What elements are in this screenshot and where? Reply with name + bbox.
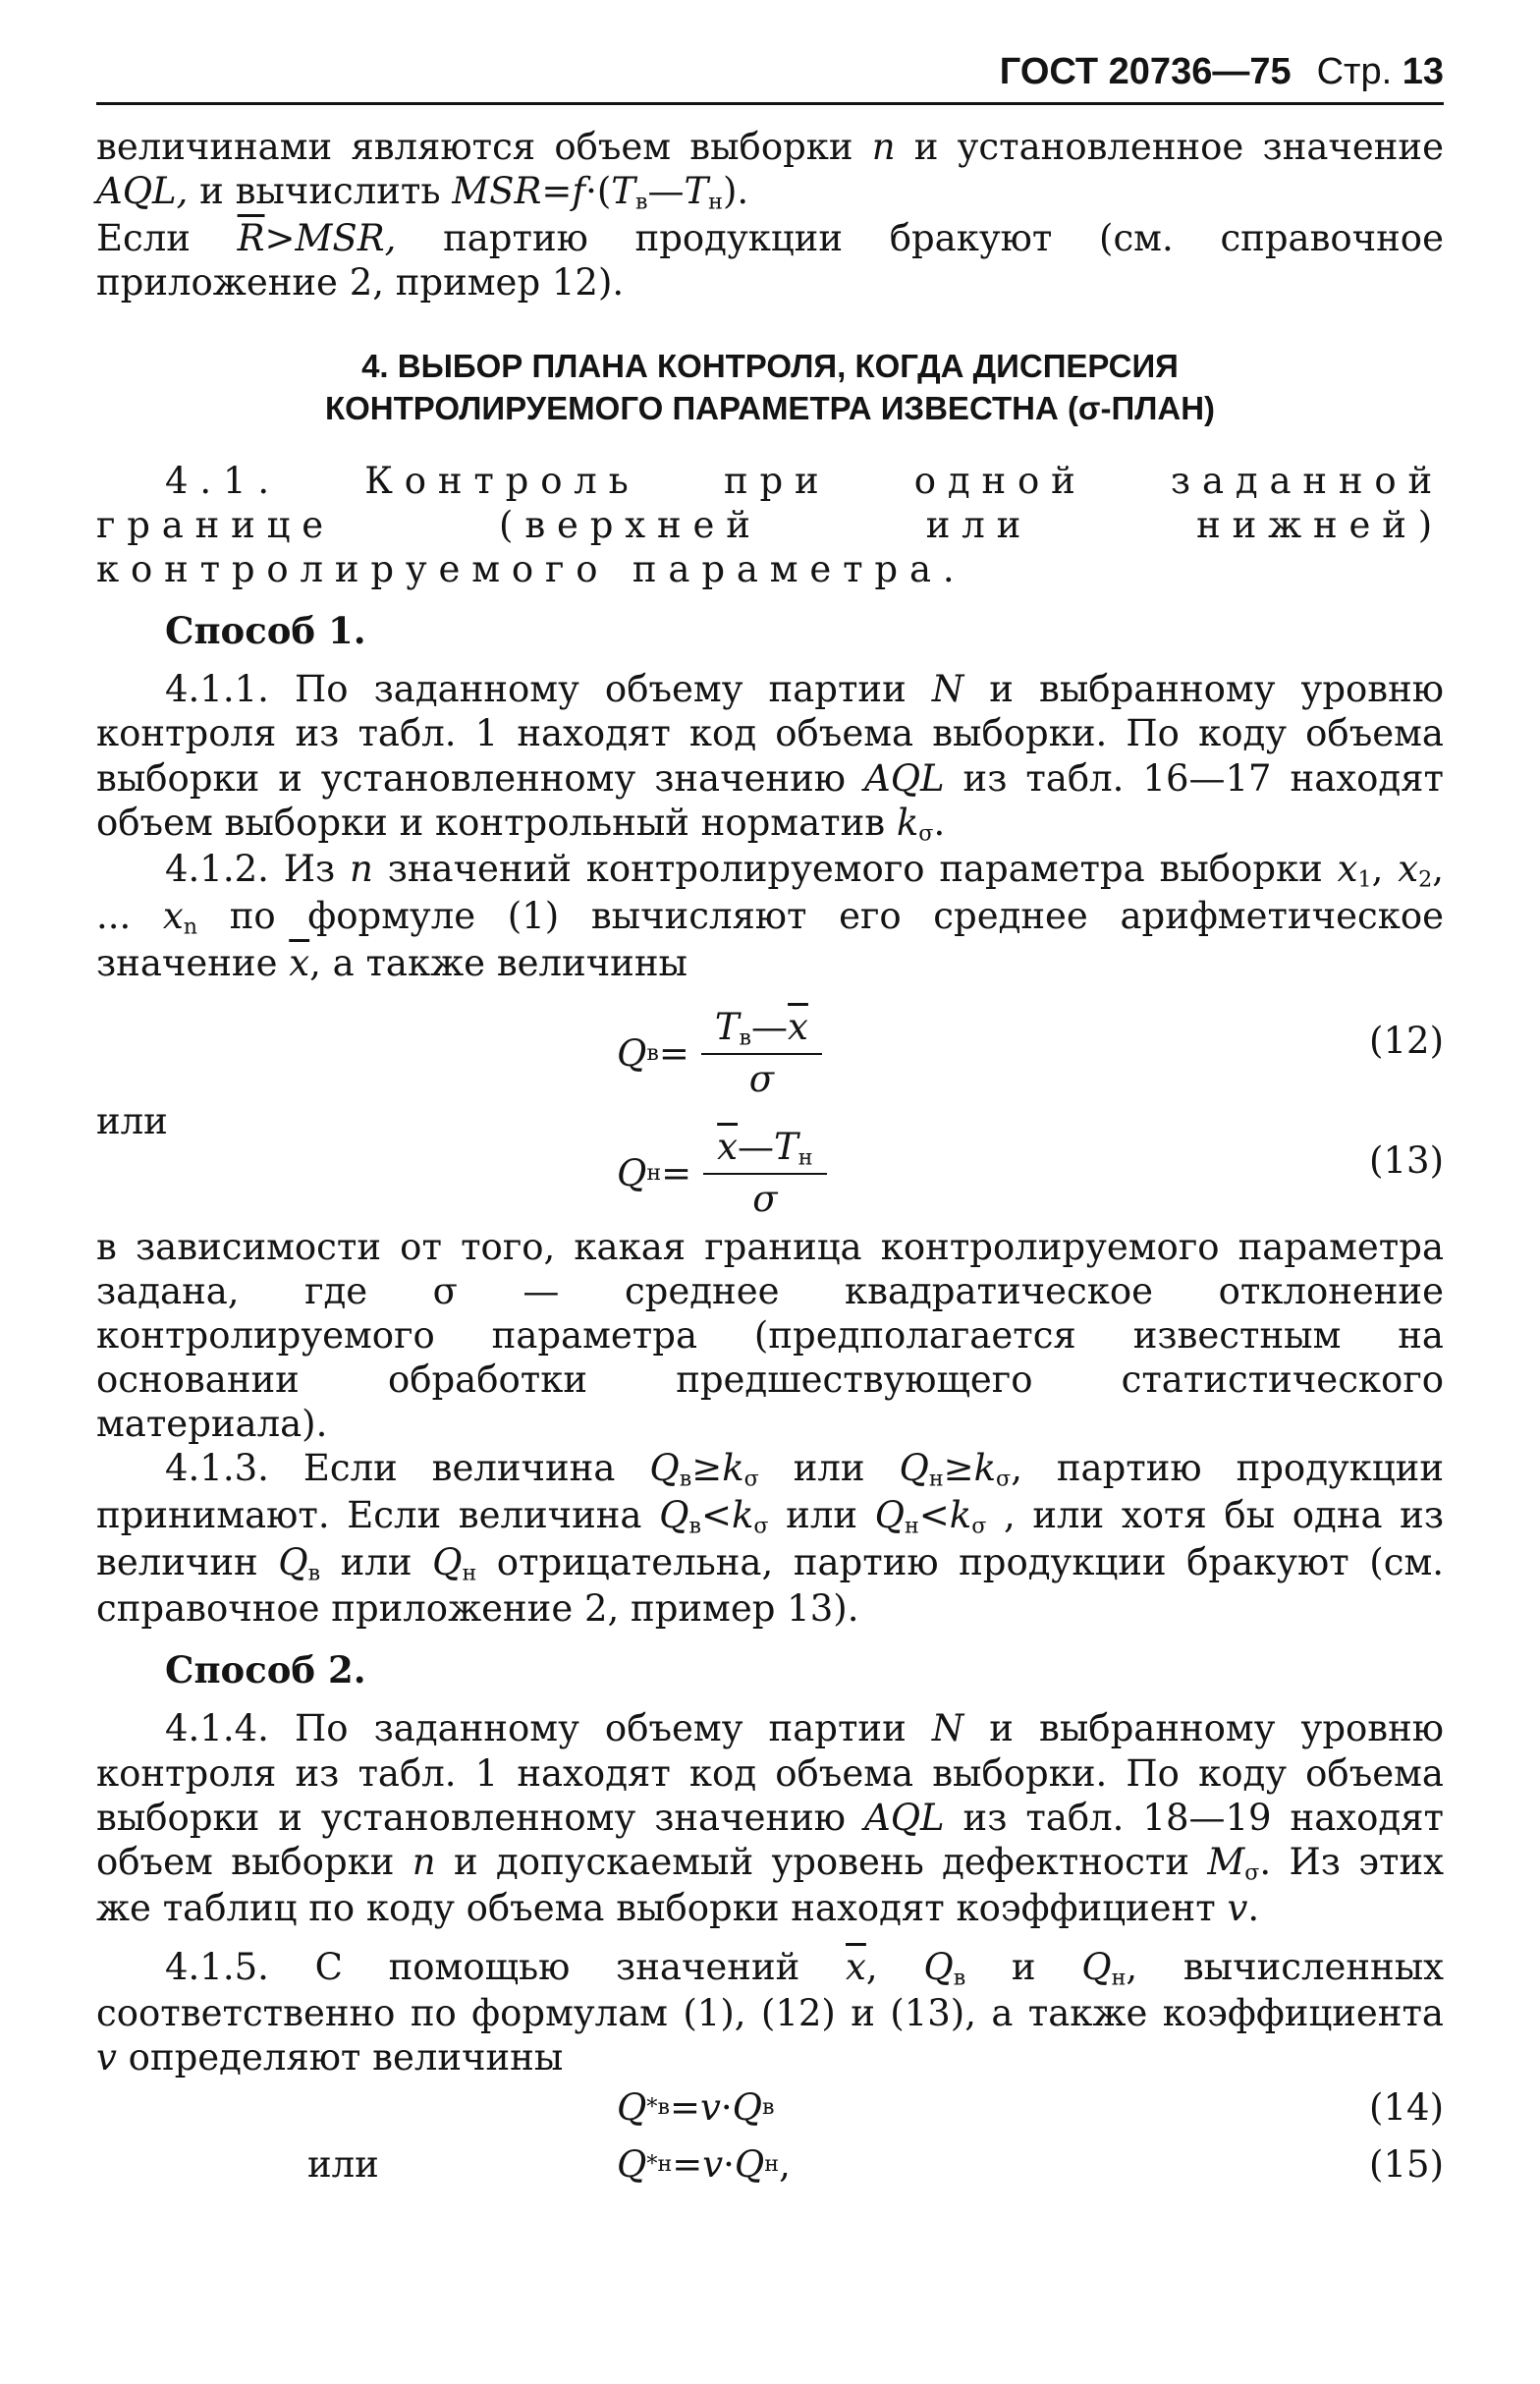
var-k: k [896,801,919,844]
var-q: Q [734,2143,765,2187]
subscript: н [764,2151,780,2178]
page-number-label [1317,49,1444,94]
intro-paragraph-2 [96,216,1444,305]
text: и установленное значение [895,126,1444,169]
text: 4.1.3. Если величина [165,1447,650,1490]
text: из табл. 16—17 находят объем выборки и контрольный норматив [96,756,1444,844]
or-label: или [96,1099,168,1142]
standard-number: ГОСТ 20736—75 [999,51,1292,92]
text: 4.1.5. С помощью значений [165,1945,846,1988]
subscript: σ [1244,1859,1260,1886]
subscript: в [688,1513,701,1539]
var-msr: MSR, [295,217,397,260]
subscript: н [798,1144,813,1171]
op: ≥ [691,1447,723,1490]
text: и [965,1945,1082,1988]
paragraph-4-1-2 [96,847,1444,984]
op: ). [722,170,749,213]
var-k: k [949,1493,972,1536]
var-q: Q [659,1493,689,1536]
formula-12-expression [617,1005,822,1102]
denominator: σ [752,1178,778,1221]
subscript: 2 [1418,866,1433,893]
subscript: н [646,1159,662,1186]
fraction [703,1125,826,1222]
var-t: T [611,170,635,213]
formula-15-expression [617,2142,791,2187]
text: значений контролируемого параметра выборки [372,848,1338,891]
var-v: v [702,2143,724,2187]
var-x-bar: $\overline{x}$ [846,1945,866,1988]
text: , ... [96,848,1444,937]
op: — [738,1125,775,1168]
text: , а также величины [309,941,688,984]
var-q: Q [923,1945,954,1988]
subscript: н [657,2151,673,2178]
text: величинами являются объем выборки [96,126,872,169]
subscript: σ [971,1513,987,1539]
var-q: Q [617,1151,647,1194]
op: = [658,1031,689,1075]
var-v: v [96,2036,117,2079]
op: · [720,2086,733,2130]
paragraph-after-13: в зависимости от того, какая граница контролируемого параметра задана, где σ — среднее квадратическое отклонение контролируемого параметра (предполагается известным на основании обработки предшествующего статистического материала). [96,1225,1444,1446]
subscript: в [761,2094,775,2121]
var-q: Q [899,1447,929,1490]
var-x: x [162,894,184,937]
text: , [865,1945,924,1988]
var-v: v [699,2086,721,2130]
var-k: k [722,1447,744,1490]
subscript: σ [753,1513,769,1539]
text: . [1247,1887,1260,1930]
clause-4-1: 4.1. Контроль при одной заданной границе (верхней или нижней) контролируемого параметра. [96,459,1444,591]
var-t: T [714,1005,740,1048]
text: из табл. 18—19 находят объем выборки [96,1796,1444,1883]
text: или [758,1447,900,1490]
var-n: N [931,1707,964,1750]
subscript: n [183,914,198,940]
var-m: M [1207,1840,1245,1883]
text: по формуле (1) вычисляют его среднее арифметическое значение [96,894,1444,984]
op: ≥ [943,1447,974,1490]
op: = [661,1151,692,1194]
var-x: x [1398,848,1419,891]
var-x-bar: $\overline{x}$ [289,941,310,984]
var-q: Q [732,2086,762,2130]
var-x-bar: $\overline{x}$ [717,1125,739,1168]
var-r-bar: $\overline{R}$ [237,217,265,260]
section-heading-line-2: КОНТРОЛИРУЕМОГО ПАРАМЕТРА ИЗВЕСТНА (σ-ПЛАН) [324,389,1216,426]
var-aql: AQL [863,1796,945,1839]
text: и выбранному уровню контроля из табл. 1 находят код объема выборки. По коду объема выборки и установленному значению [96,1707,1444,1839]
text: , или хотя бы одна из величин [96,1493,1444,1583]
formula-15 [96,2136,1444,2193]
var-q: Q [617,1031,647,1075]
op: — [751,1005,789,1048]
text: 4.1.4. По заданному объему партии [165,1707,932,1750]
denominator: σ [748,1058,775,1101]
formula-number: (13) [1369,1138,1444,1182]
var-f: f [572,170,586,213]
paragraph-4-1-4 [96,1706,1444,1930]
op: = [541,170,573,213]
formula-number: (14) [1369,2086,1444,2130]
op: > [264,217,296,260]
or-label: или [307,2143,379,2187]
var-q: Q [617,2086,647,2130]
text: . Из этих же таблиц по коду объема выборки находят коэффициент [96,1840,1445,1930]
op: · [723,2143,735,2187]
formula-14 [96,2079,1444,2136]
var-q: Q [874,1493,905,1536]
paragraph-4-1-1 [96,667,1444,847]
paragraph-4-1-3 [96,1446,1444,1631]
page-number: 13 [1402,51,1444,92]
op: ·( [585,170,612,213]
text: определяют величины [116,2036,564,2079]
subscript: в [634,190,648,216]
var-n: n [412,1840,436,1883]
section-heading [96,346,1444,428]
var-x-bar: $\overline{x}$ [788,1005,808,1048]
subscript: н [1111,1965,1127,1991]
op: , [779,2143,791,2187]
subscript: н [928,1466,944,1492]
var-t: T [684,170,709,213]
text: и допускаемый уровень дефектности [435,1840,1208,1883]
var-k: k [973,1447,997,1490]
text: , партию продукции принимают. Если величина [96,1447,1444,1536]
subscript: н [708,190,723,216]
paragraph-4-1-5 [96,1945,1444,2080]
formula-12 [96,1005,1444,1101]
subscript: σ [743,1466,759,1492]
var-k: k [731,1493,754,1536]
numerator [701,1005,822,1056]
text: Если [96,217,238,260]
text: , вычисленных соответственно по формулам (1), (12) и (13), а также коэффициента [96,1945,1445,2035]
subscript: в [646,1039,659,1066]
text: или [320,1540,433,1583]
subscript: σ [996,1466,1012,1492]
formula-number: (15) [1369,2143,1444,2187]
text: или [768,1493,875,1536]
subscript: в [679,1466,692,1492]
subscript: 1 [1357,866,1372,893]
op: = [672,2143,703,2187]
page-header [96,49,1444,105]
var-n: N [931,668,964,711]
op: < [918,1493,950,1536]
text: . [933,801,946,844]
text: , [1371,848,1399,891]
var-v: v [1227,1887,1248,1930]
formula-13 [96,1089,1444,1221]
op: = [669,2086,700,2130]
formula-number: (12) [1369,1019,1444,1062]
var-n: n [871,126,896,169]
method-2-heading: Способ 2. [165,1648,366,1692]
subscript: σ [918,820,934,847]
subscript: н [904,1513,919,1539]
op: — [647,170,685,213]
var-t: T [774,1125,798,1168]
text: и вычислить [188,170,453,213]
fraction [701,1005,822,1102]
text: отрицательна, партию продукции бракуют (см. справочное приложение 2, пример 13). [96,1540,1445,1631]
var-aql: AQL [863,756,945,800]
superscript: * [646,2151,658,2178]
text: 4.1.2. Из [165,848,351,891]
text: 4.1.1. По заданному объему партии [165,668,932,711]
var-msr: MSR [452,170,542,213]
var-q: Q [617,2143,647,2187]
text: и выбранному уровню контроля из табл. 1 находят код объема выборки. По коду объема выборки и установленному значению [96,668,1444,800]
op: < [700,1493,732,1536]
text: партию продукции бракуют (см. справочное приложение 2, пример 12). [96,217,1444,305]
subscript: в [657,2094,670,2121]
var-q: Q [1081,1945,1112,1988]
var-q: Q [278,1540,308,1583]
subscript: в [739,1025,752,1051]
intro-paragraph-1 [96,125,1444,216]
numerator [703,1125,826,1176]
formula-14-expression [617,2085,774,2130]
var-q: Q [649,1447,680,1490]
section-heading-line-1: 4. ВЫБОР ПЛАНА КОНТРОЛЯ, КОГДА ДИСПЕРСИЯ [361,348,1179,385]
subscript: в [307,1560,321,1586]
superscript: * [646,2094,658,2121]
subscript: н [462,1560,477,1586]
var-n: n [350,848,373,891]
subscript: в [953,1965,966,1991]
var-x: x [1337,848,1358,891]
page-label: Стр. [1316,51,1393,92]
var-q: Q [432,1540,463,1583]
var-aql: AQL, [96,170,189,213]
formula-13-expression [617,1125,827,1222]
method-1-heading: Способ 1. [165,609,366,653]
